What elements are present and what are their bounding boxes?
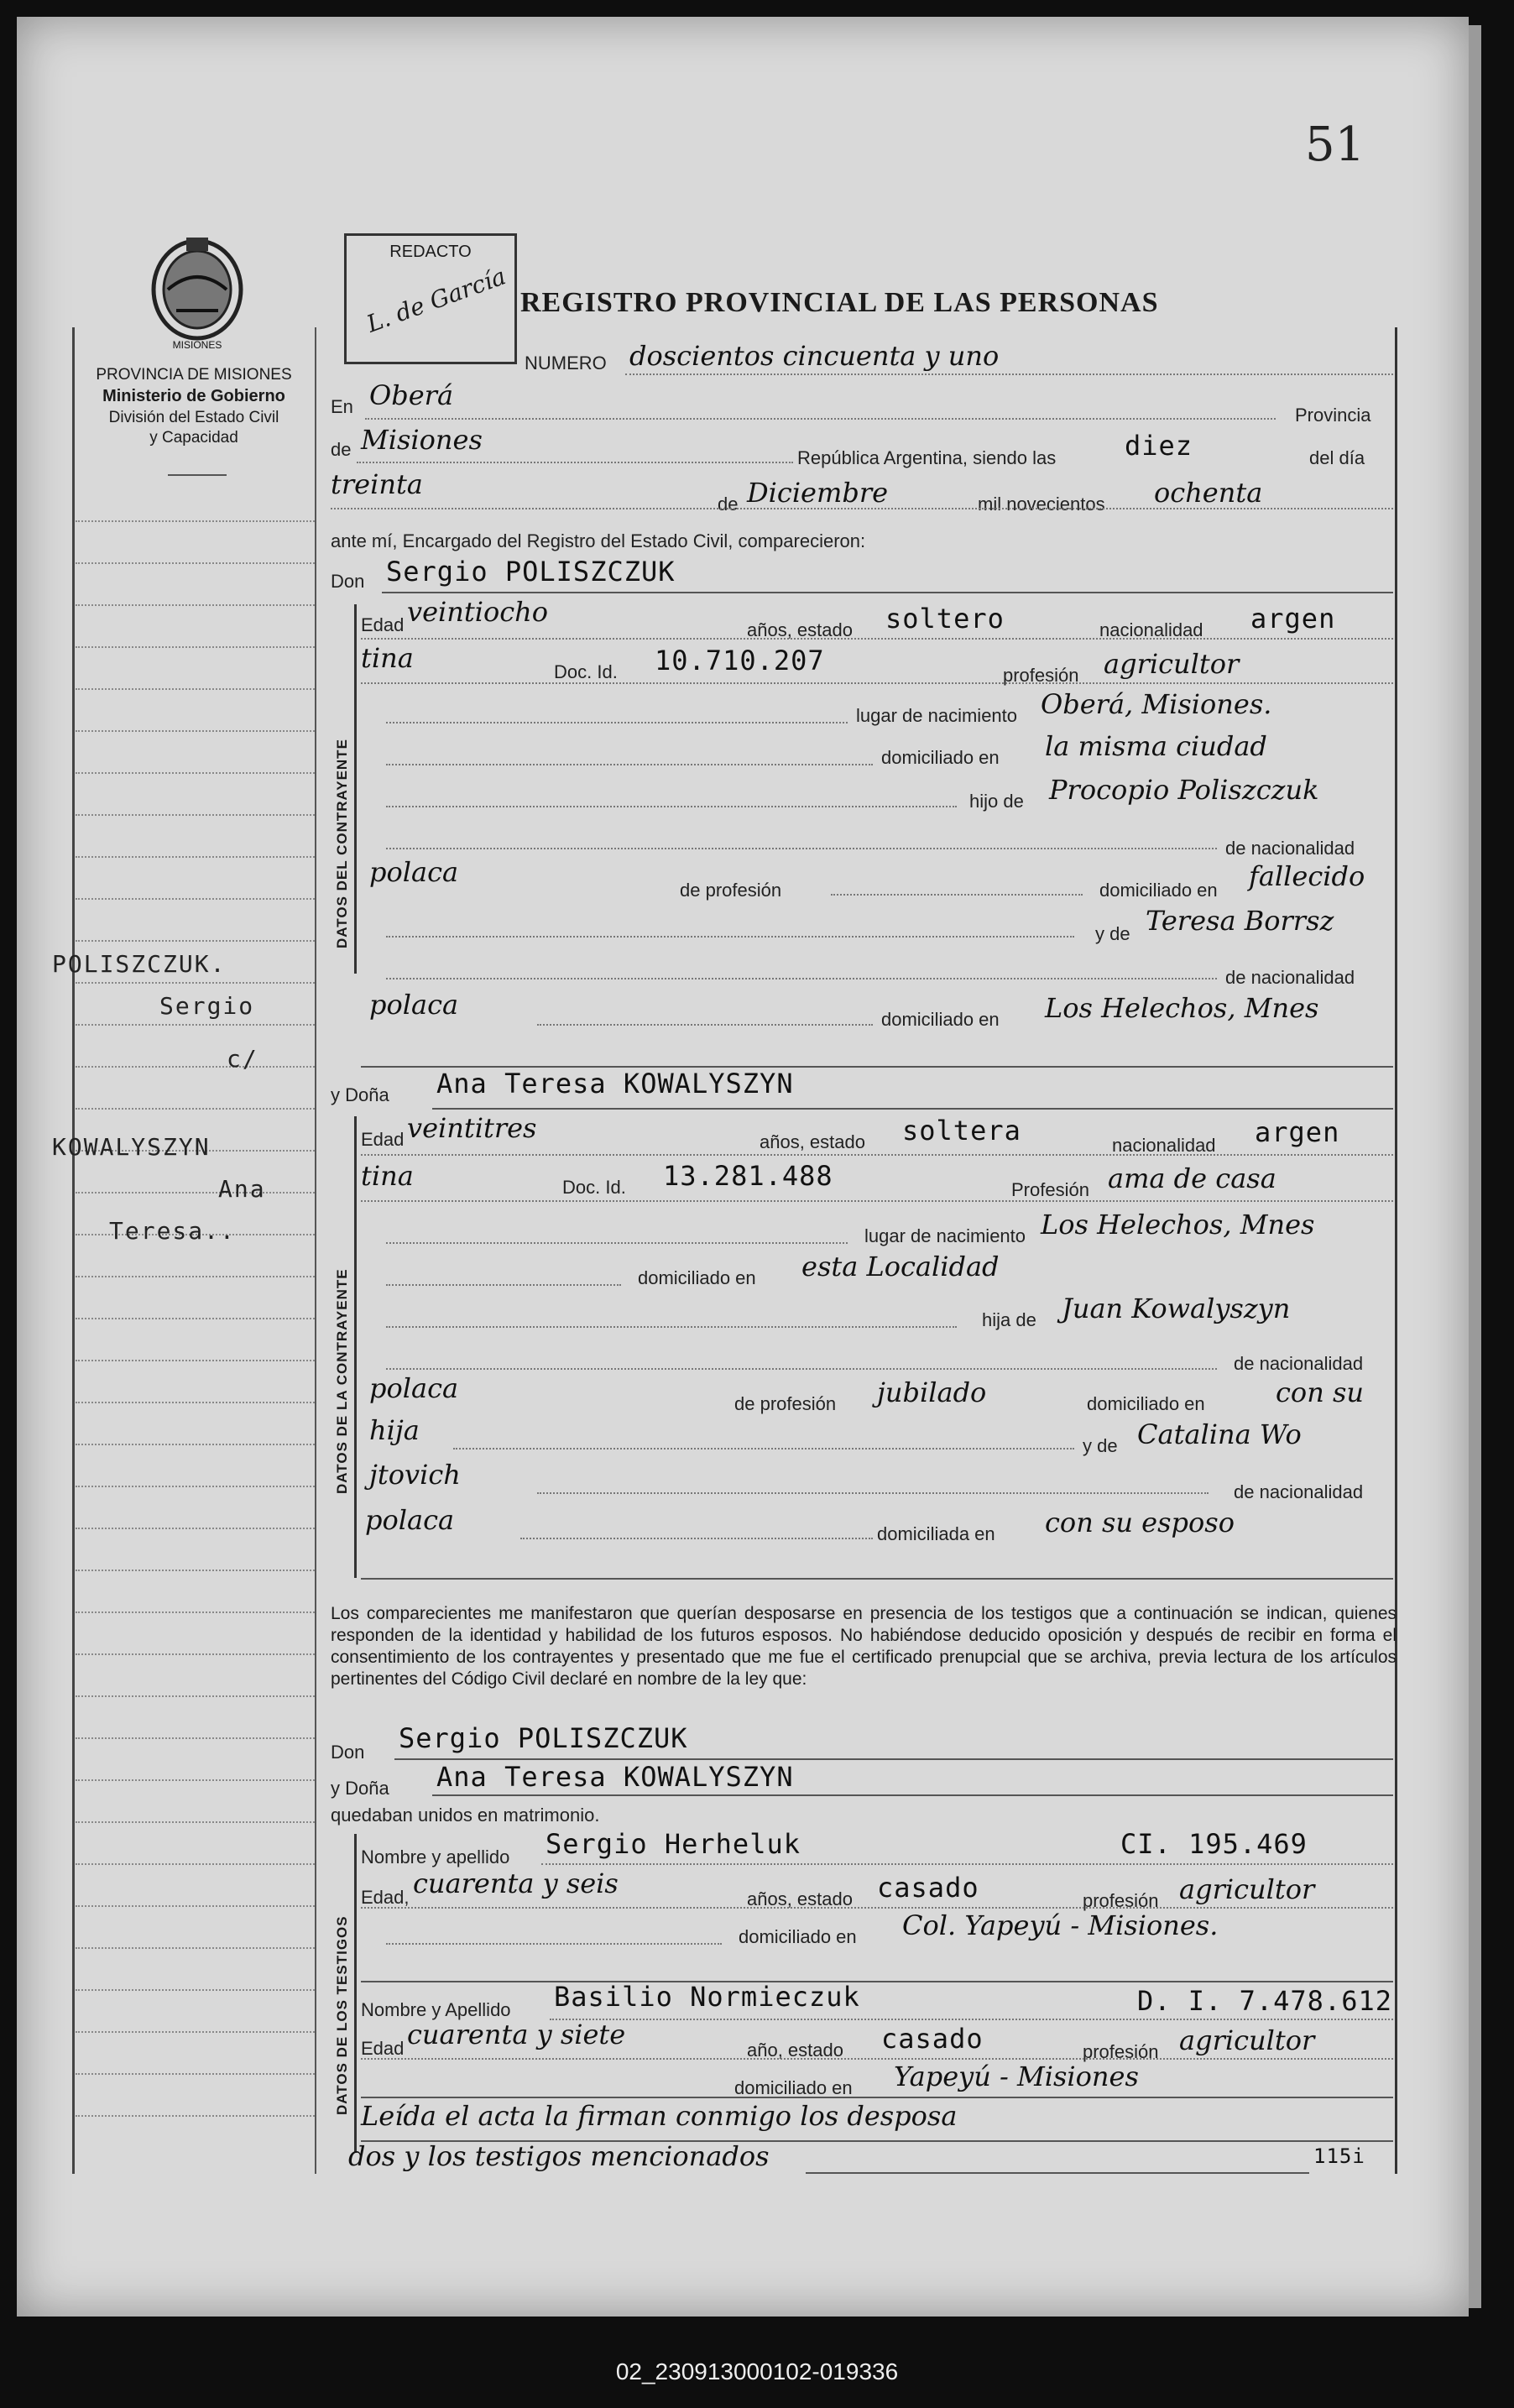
witness1-name: Sergio Herheluk [546, 1828, 801, 1860]
de-label: de [331, 439, 352, 460]
de-nacionalidad-label-3: de nacionalidad [1234, 1353, 1364, 1374]
redacto-label: REDACTO [389, 243, 472, 261]
redacto-signature: L. de García [363, 262, 509, 338]
bride-domicile: esta Localidad [801, 1251, 1000, 1282]
margin-line [76, 1947, 315, 1949]
ministry-label: Ministerio de Gobierno [102, 387, 285, 405]
margin-line [76, 1360, 315, 1361]
witness2-name: Basilio Normieczuk [554, 1981, 860, 2013]
line [382, 592, 1393, 593]
domiciliada-en-label: domiciliada en [877, 1523, 995, 1544]
margin-line [76, 1779, 315, 1781]
province-seal-icon [143, 231, 252, 357]
groom-domicile: la misma ciudad [1045, 730, 1267, 762]
line [361, 2097, 1393, 2098]
groom-nationality-2: tina [361, 642, 414, 674]
scan-id-label: 02_230913000102-019336 [615, 2358, 899, 2384]
left-margin-border [72, 327, 75, 2174]
margin-line [76, 982, 315, 984]
lugar-nac-label: lugar de nacimiento [856, 705, 1018, 726]
page-number: 51 [1305, 118, 1365, 172]
bride-father-domicile-2: hija [369, 1414, 420, 1446]
line [361, 1200, 1393, 1202]
groom-name-final: Sergio POLISZCZUK [399, 1722, 688, 1754]
bride-father: Juan Kowalyszyn [1062, 1293, 1291, 1324]
line [625, 373, 1393, 375]
hijo-de-label: hijo de [969, 791, 1024, 812]
line [386, 722, 848, 723]
bride-mother-2: jtovich [369, 1459, 461, 1491]
line [537, 1492, 1209, 1494]
provincia-label: Provincia [1295, 405, 1371, 426]
closing-text: Leída el acta la firman conmigo los desposa [361, 2100, 958, 2132]
hora-value: diez [1125, 430, 1193, 462]
margin-line [76, 940, 315, 942]
hija-de-label: hija de [982, 1309, 1036, 1330]
bride-section-border [354, 1116, 357, 1578]
margin-line [76, 898, 315, 900]
anio-value: ochenta [1154, 477, 1263, 509]
margin-line [76, 562, 315, 564]
line [394, 1758, 1393, 1760]
line [357, 462, 793, 463]
declaration-paragraph: Los comparecientes me manifestaron que querían desposarse en presencia de los testigos que a continuación se indican, quienes responden de la identidad y habilidad de los futuros esposos. No habiéndose deducido oposición y después de recibir en forma el consentimiento de los contrayentes y presentado que me fue el certificado prenupcial que se archiva, previa lectura de los artículos pertinentes del Código Civil declaré en nombre de la ley que: [331, 1604, 1397, 1689]
redacto-box [344, 233, 517, 364]
witness2-doc: D. I. 7.478.612 [1137, 1985, 1392, 2017]
domiciliado-label-2: domiciliado en [881, 1009, 1000, 1030]
witness2-civil-status: casado [881, 2023, 984, 2055]
groom-profession: agricultor [1104, 648, 1240, 680]
dia-value: treinta [331, 468, 423, 500]
bride-father-profession: jubilado [877, 1376, 987, 1408]
margin-line [76, 1821, 315, 1823]
mes-value: Diciembre [747, 477, 889, 509]
bride-doc: 13.281.488 [663, 1160, 833, 1192]
don-label-2: Don [331, 1742, 365, 1763]
bride-mother-domicile: con su esposo [1045, 1507, 1235, 1538]
groom-name: Sergio POLISZCZUK [386, 556, 676, 588]
line [365, 418, 1276, 420]
domiciliado-en-label: domiciliado en [1099, 880, 1218, 901]
groom-father: Procopio Poliszczuk [1049, 774, 1319, 806]
witnesses-section-label: DATOS DE LOS TESTIGOS [334, 1915, 350, 2115]
witness2-domicile: Yapeyú - Misiones [894, 2061, 1139, 2092]
margin-line [76, 1863, 315, 1865]
domiciliada-label: domiciliado en [1087, 1393, 1205, 1414]
bride-profession: ama de casa [1108, 1162, 1276, 1194]
bride-nationality-2: tina [361, 1160, 414, 1192]
doc-label: Doc. Id. [554, 661, 618, 682]
margin-line [76, 646, 315, 648]
domiciliado-label: domiciliado en [881, 747, 1000, 768]
groom-mother: Teresa Borrsz [1146, 905, 1334, 937]
y-dona-label: y Doña [331, 1084, 389, 1105]
line [361, 2058, 1393, 2060]
groom-doc: 10.710.207 [655, 645, 825, 676]
province-label: PROVINCIA DE MISIONES [96, 366, 292, 384]
groom-age: veintiocho [407, 596, 549, 628]
line [386, 1242, 848, 1244]
bride-age: veintitres [407, 1112, 537, 1144]
republica-label: República Argentina, siendo las [797, 447, 1057, 468]
line [432, 1794, 1393, 1796]
de-value: Misiones [361, 424, 483, 456]
line [386, 978, 1217, 979]
line [386, 936, 1074, 938]
line [537, 1024, 873, 1026]
nacionalidad-label: nacionalidad [1099, 619, 1203, 640]
anos-estado-label-2: años, estado [760, 1131, 865, 1152]
margin-line [76, 772, 315, 774]
divider [168, 474, 227, 476]
lugar-nac-label-2: lugar de nacimiento [864, 1225, 1026, 1246]
margin-line [76, 856, 315, 858]
witnesses-section-border [354, 1834, 357, 2153]
del-dia-label: del día [1309, 447, 1365, 468]
numero-label: NUMERO [525, 353, 607, 373]
groom-father-nationality: polaca [369, 856, 459, 888]
line [432, 1108, 1393, 1110]
groom-civil-status: soltero [885, 603, 1005, 635]
division-label-2: y Capacidad [149, 429, 238, 447]
margin-line [76, 1066, 315, 1068]
quedaban-label: quedaban unidos en matrimonio. [331, 1805, 600, 1826]
anos-estado-label: años, estado [747, 619, 853, 640]
margin-line [76, 1444, 315, 1445]
witness1-domicile: Col. Yapeyú - Misiones. [902, 1909, 1219, 1941]
anos-estado-label-3: años, estado [747, 1888, 853, 1909]
line [386, 1368, 1217, 1370]
doc-label-2: Doc. Id. [562, 1177, 626, 1198]
ano-estado-label: año, estado [747, 2040, 843, 2061]
groom-birthplace: Oberá, Misiones. [1041, 688, 1272, 720]
groom-nationality: argen [1250, 603, 1336, 635]
profesion-label-3: profesión [1083, 1890, 1159, 1911]
margin-line [76, 814, 315, 816]
edad-label-3: Edad, [361, 1887, 410, 1908]
line [386, 764, 873, 765]
closing-text-2: dos y los testigos mencionados [348, 2140, 770, 2172]
bride-nationality: argen [1255, 1116, 1340, 1148]
nombre-apellido-label-2: Nombre y Apellido [361, 1999, 511, 2020]
witness1-ci: CI. 195.469 [1120, 1828, 1308, 1860]
margin-line [76, 688, 315, 690]
witness1-profession: agricultor [1179, 1873, 1315, 1905]
bride-name-final: Ana Teresa KOWALYSZYN [436, 1761, 794, 1793]
margin-line [76, 1570, 315, 1571]
document-title: REGISTRO PROVINCIAL DE LAS PERSONAS [520, 287, 1159, 318]
line [386, 1284, 621, 1286]
line [541, 1863, 1393, 1865]
de2-label: de [718, 494, 739, 515]
edad-label-4: Edad [361, 2038, 405, 2059]
margin-name-bride-2: Teresa.. [109, 1217, 236, 1245]
mil-label: mil novecientos [978, 494, 1105, 515]
division-label: División del Estado Civil [108, 409, 279, 426]
nacionalidad-label-2: nacionalidad [1112, 1135, 1216, 1156]
domiciliado-label-4: domiciliado en [739, 1926, 857, 1947]
groom-section-label: DATOS DEL CONTRAYENTE [334, 739, 350, 948]
witness1-civil-status: casado [877, 1872, 979, 1904]
margin-line [76, 1989, 315, 1991]
closing-mark: 115i [1313, 2144, 1365, 2168]
margin-line [76, 604, 315, 606]
edad-label: Edad [361, 614, 405, 635]
line [386, 1326, 957, 1328]
margin-line [76, 2031, 315, 2033]
profesion-label-4: profesión [1083, 2041, 1159, 2062]
y-de-label: y de [1095, 923, 1130, 944]
margin-line [76, 520, 315, 522]
line [361, 1578, 1393, 1580]
margin-line [76, 1108, 315, 1110]
line [361, 638, 1393, 640]
bride-name: Ana Teresa KOWALYSZYN [436, 1068, 794, 1100]
domiciliado-label-3: domiciliado en [638, 1267, 756, 1288]
groom-mother-domicile: Los Helechos, Mnes [1045, 992, 1319, 1024]
en-value: Oberá [369, 379, 454, 411]
de-profesion-label: de profesión [680, 880, 782, 901]
line [361, 682, 1393, 684]
de-profesion-label-2: de profesión [734, 1393, 837, 1414]
seal-text: MISIONES [172, 339, 222, 351]
profesion-label: profesión [1003, 665, 1079, 686]
margin-name-bride: Ana [218, 1175, 266, 1203]
margin-line [76, 1192, 315, 1194]
line [361, 1907, 1393, 1909]
bride-birthplace: Los Helechos, Mnes [1041, 1209, 1315, 1241]
bride-section-label: DATOS DE LA CONTRAYENTE [334, 1268, 350, 1494]
register-page [17, 17, 1469, 2317]
groom-father-domicile: fallecido [1249, 860, 1365, 892]
bride-father-domicile: con su [1276, 1376, 1364, 1408]
margin-line [76, 1611, 315, 1613]
margin-line [76, 1695, 315, 1697]
groom-section-border [354, 604, 357, 974]
left-margin-border-inner [315, 327, 316, 2174]
margin-line [76, 1318, 315, 1319]
don-label: Don [331, 571, 365, 592]
bride-mother: Catalina Wo [1137, 1418, 1302, 1450]
margin-line [76, 730, 315, 732]
margin-line [76, 1653, 315, 1655]
de-nacionalidad-label: de nacionalidad [1225, 838, 1355, 859]
en-label: En [331, 396, 353, 417]
domiciliado-label-5: domiciliado en [734, 2077, 853, 2098]
margin-name-groom: Sergio [159, 992, 255, 1020]
margin-line [76, 1024, 315, 1026]
margin-line [76, 1905, 315, 1907]
numero-value: doscientos cincuenta y uno [629, 340, 1000, 372]
margin-line [76, 2115, 315, 2117]
ante-label: ante mí, Encargado del Registro del Estado Civil, comparecieron: [331, 530, 866, 551]
margin-connector: c/ [227, 1045, 258, 1073]
margin-line [76, 1276, 315, 1277]
bride-mother-nationality: polaca [365, 1504, 455, 1536]
line [806, 2172, 1309, 2174]
margin-line [76, 2073, 315, 2075]
de-nacionalidad-label-2: de nacionalidad [1225, 967, 1355, 988]
margin-line [76, 1486, 315, 1487]
line [831, 894, 1083, 896]
line [386, 848, 1217, 849]
line [386, 806, 957, 807]
line [520, 1538, 873, 1539]
margin-line [76, 1402, 315, 1403]
line [386, 1943, 722, 1945]
profesion-label-2: Profesión [1011, 1179, 1089, 1200]
margin-line [76, 1737, 315, 1739]
nombre-apellido-label: Nombre y apellido [361, 1846, 510, 1867]
margin-surname-bride: KOWALYSZYN [52, 1133, 211, 1161]
de-nacionalidad-label-4: de nacionalidad [1234, 1481, 1364, 1502]
line [550, 2019, 1393, 2020]
line [331, 508, 1393, 509]
bride-civil-status: soltera [902, 1115, 1021, 1147]
witness2-age: cuarenta y siete [407, 2019, 626, 2050]
margin-surname-groom: POLISZCZUK. [52, 950, 227, 978]
y-de-label-2: y de [1083, 1435, 1118, 1456]
bride-father-nationality: polaca [369, 1372, 459, 1404]
line [453, 1448, 1074, 1450]
edad-label-2: Edad [361, 1129, 405, 1150]
margin-line [76, 1528, 315, 1529]
line [361, 1154, 1393, 1156]
right-border [1395, 327, 1397, 2174]
line [361, 1981, 1393, 1982]
y-dona-label-2: y Doña [331, 1778, 389, 1799]
groom-mother-nationality: polaca [369, 989, 459, 1021]
witness2-profession: agricultor [1179, 2024, 1315, 2056]
witness1-age: cuarenta y seis [413, 1867, 619, 1899]
